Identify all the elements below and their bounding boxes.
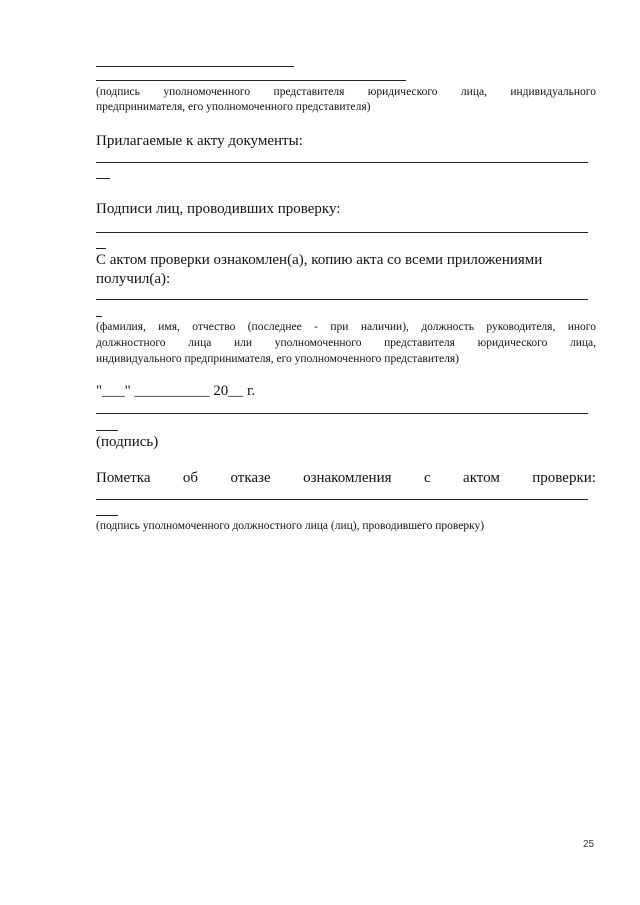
refusal-word: ознакомления [303,470,392,486]
signature-line [96,80,406,81]
caption-line: должностного лица или уполномоченного представителя юридического лица, [96,337,596,349]
page-number: 25 [583,839,595,850]
final-caption: (подпись уполномоченного должностного лица (лиц), проводившего проверку) [96,520,485,532]
signature-label: (подпись) [96,434,159,450]
fill-line [96,413,588,414]
refusal-word: отказе [230,470,271,486]
caption-line: (подпись уполномоченного представителя юридического лица, индивидуального [96,86,596,98]
refusal-word: Пометка [96,470,151,486]
fill-line [96,499,588,500]
fill-line-tail [96,515,118,516]
caption-line: предпринимателя, его уполномоченного представителя) [96,101,371,113]
signature-line [96,66,294,67]
attached-docs-label: Прилагаемые к акту документы: [96,133,303,149]
signatures-label: Подписи лиц, проводивших проверку: [96,201,341,217]
refusal-line [96,468,596,488]
acquainted-text: получил(а): [96,271,171,287]
refusal-word: актом [463,470,500,486]
fill-line-tail [96,316,102,317]
date-line: "___" __________ 20__ г. [96,383,256,399]
refusal-word: с [423,470,431,486]
caption-line: индивидуального предпринимателя, его уполномоченного представителя) [96,353,459,365]
caption-line: (фамилия, имя, отчество (последнее - при наличии), должность руководителя, иного [96,321,596,333]
fill-line [96,162,588,163]
fill-line [96,299,588,300]
refusal-word: об [182,470,199,486]
fill-line-tail [96,430,118,431]
refusal-word: проверки: [532,470,596,486]
fill-line-tail [96,178,110,179]
fill-line-tail [96,248,106,249]
acquainted-text: С актом проверки ознакомлен(а), копию акта со всеми приложениями [96,252,543,268]
fill-line [96,232,588,233]
